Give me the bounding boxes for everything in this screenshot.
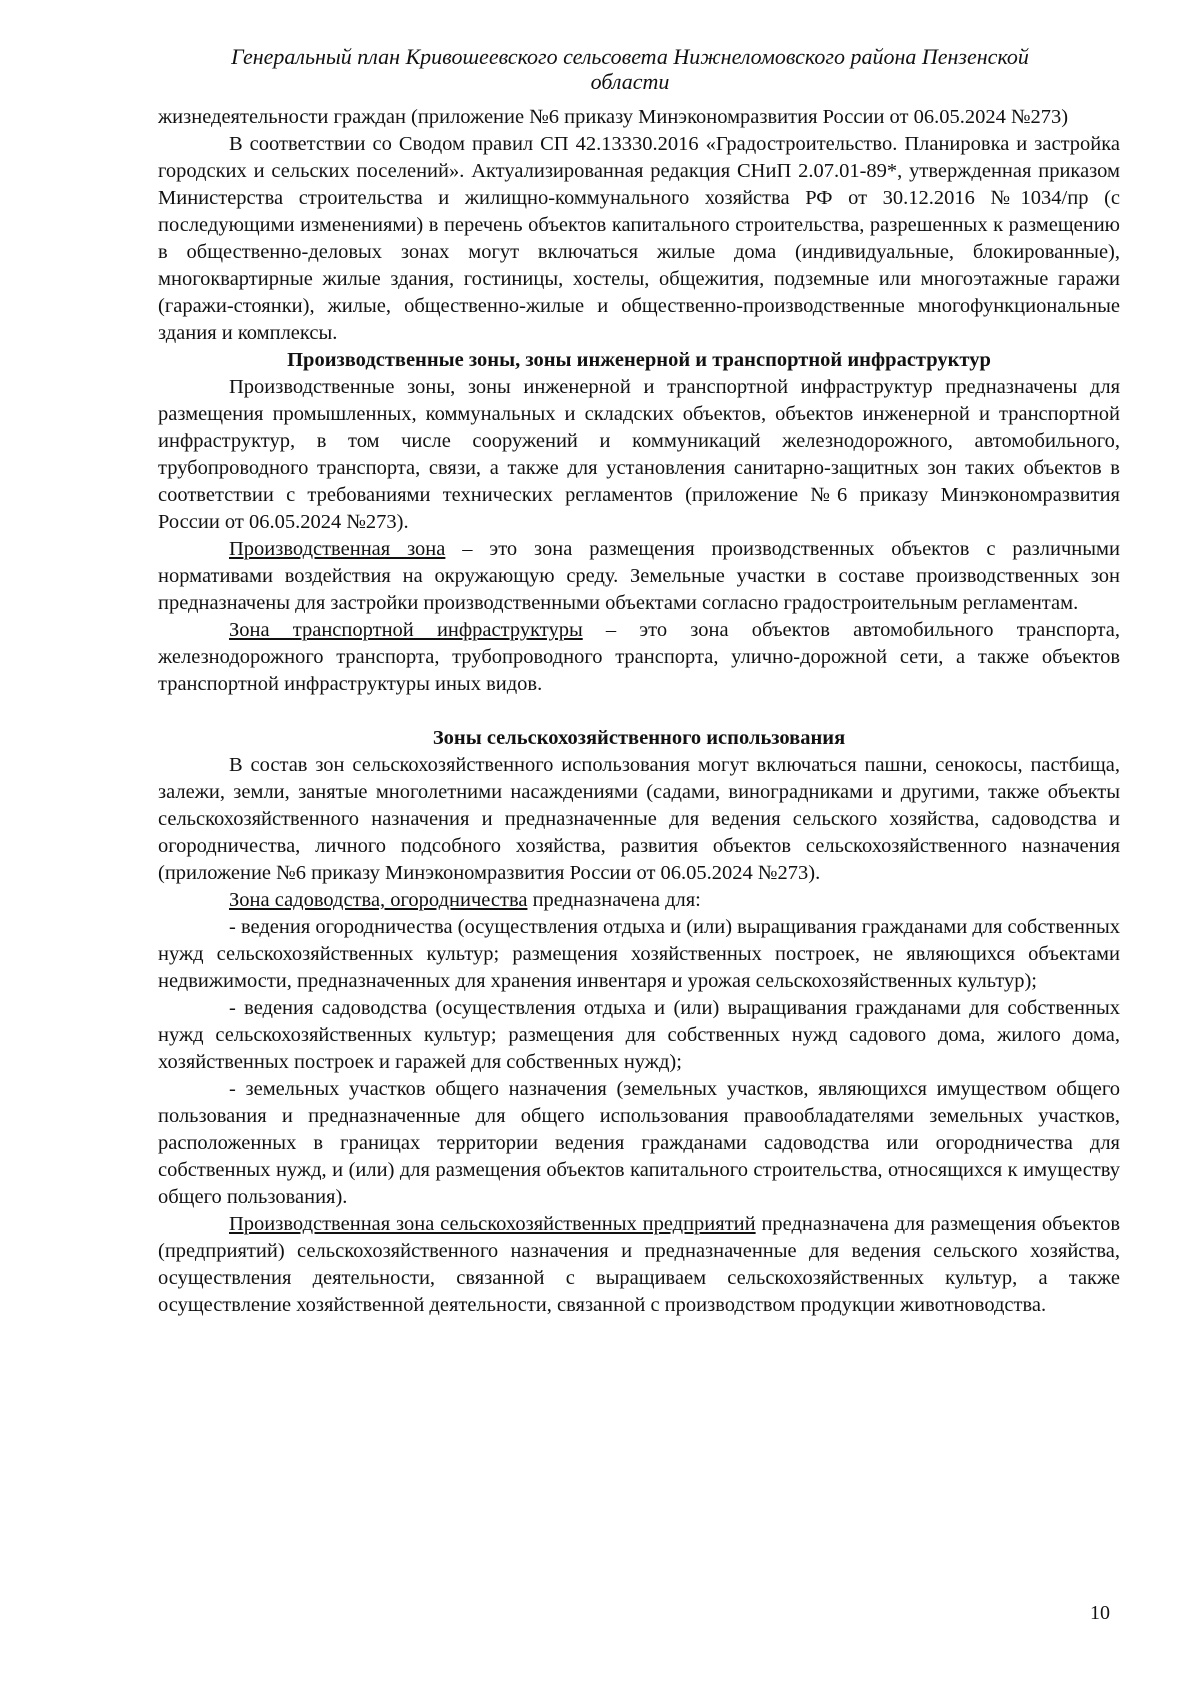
header-title-line2: области xyxy=(590,69,670,94)
paragraph-production-zone xyxy=(158,536,1120,617)
section-heading-agricultural-zones: Зоны сельскохозяйственного использования xyxy=(432,727,846,749)
definition-transport-zone: – это зона объектов автомобильного транспорта, железнодорожного транспорта, трубопроводного транспорта, улично-дорожной сети, а также объектов транспортной инфраструктуры иных видов. xyxy=(158,619,1120,695)
document-header xyxy=(150,44,1110,94)
list-item-horticulture: - ведения садоводства (осуществления отдыха и (или) выращивания гражданами для собственных нужд сельскохозяйственных культур; размещения для собственных нужд садового дома, жилого дома, хозяйственных построек и гаражей для собственных нужд); xyxy=(158,997,1120,1073)
paragraph-agri-enterprise-zone xyxy=(158,1211,1120,1319)
paragraph-transport-zone xyxy=(158,617,1120,698)
list-item-common-land: - земельных участков общего назначения (земельных участков, являющихся имуществом общего пользования и предназначенные для общего использования правообладателями земельных участков, расположенных в границах территории ведения гражданами садоводства или огородничества для собственных нужд, и (или) для размещения объектов капитального строительства, относящихся к имуществу общего пользования). xyxy=(158,1078,1120,1208)
definition-garden-zone: предназначена для: xyxy=(527,889,701,911)
paragraph-continuation: жизнедеятельности граждан (приложение №6 приказу Минэкономразвития России от 06.05.2024 №273) xyxy=(158,106,1069,128)
section-heading-industrial-zones: Производственные зоны, зоны инженерной и транспортной инфраструктур xyxy=(287,349,991,371)
term-transport-zone: Зона транспортной инфраструктуры xyxy=(229,619,583,641)
paragraph-industrial-zones: Производственные зоны, зоны инженерной и транспортной инфраструктур предназначены для размещения промышленных, коммунальных и складских объектов, объектов инженерной и транспортной инфраструктур, в том числе сооружений и коммуникаций железнодорожного, автомобильного, трубопроводного транспорта, связи, а также для установления санитарно-защитных зон таких объектов в соответствии с требованиями технических регламентов (приложение №6 приказу Минэкономразвития России от 06.05.2024 №273). xyxy=(158,376,1120,533)
paragraph-sp-reference: В соответствии со Сводом правил СП 42.13330.2016 «Градостроительство. Планировка и застройка городских и сельских поселений». Актуализированная редакция СНиП 2.07.01-89*, утвержденная приказом Министерства строительства и жилищно-коммунального хозяйства РФ от 30.12.2016 №1034/пр (с последующими изменениями) в перечень объектов капитального строительства, разрешенных к размещению в общественно-деловых зонах могут включаться жилые дома (индивидуальные, блокированные), многоквартирные жилые здания, гостиницы, хостелы, общежития, подземные или многоэтажные гаражи (гаражи-стоянки), жилые, общественно-жилые и общественно-производственные многофункциональные здания и комплексы. xyxy=(158,133,1120,344)
document-body xyxy=(158,104,1120,1319)
list-item-gardening: - ведения огородничества (осуществления отдыха и (или) выращивания гражданами для собственных нужд сельскохозяйственных культур; размещения хозяйственных построек, не являющихся объектами недвижимости, предназначенных для хранения инвентаря и урожая сельскохозяйственных культур); xyxy=(158,916,1120,992)
page-number: 10 xyxy=(1090,1602,1110,1624)
term-garden-zone: Зона садоводства, огородничества xyxy=(229,889,528,911)
paragraph-agricultural-zones: В состав зон сельскохозяйственного использования могут включаться пашни, сенокосы, пастбища, залежи, земли, занятые многолетними насаждениями (садами, виноградниками и другими, также объекты сельскохозяйственного назначения и предназначенные для ведения сельского хозяйства, садоводства и огородничества, личного подсобного хозяйства, развития объектов сельскохозяйственного назначения (приложение №6 приказу Минэкономразвития России от 06.05.2024 №273). xyxy=(158,754,1120,884)
paragraph-garden-zone xyxy=(158,887,1120,914)
term-agri-enterprise-zone: Производственная зона сельскохозяйственных предприятий xyxy=(229,1213,756,1235)
definition-production-zone: – это зона размещения производственных объектов с различными нормативами воздействия на окружающую среду. Земельные участки в составе производственных зон предназначены для застройки производственными объектами согласно градостроительным регламентам. xyxy=(158,538,1120,614)
term-production-zone: Производственная зона xyxy=(229,538,446,560)
definition-agri-enterprise-zone: предназначена для размещения объектов (предприятий) сельскохозяйственного назначения и предназначенные для ведения сельского хозяйства, осуществления деятельности, связанной с выращиваем сельскохозяйственных культур, а также осуществление хозяйственной деятельности, связанной с производством продукции животноводства. xyxy=(158,1213,1121,1316)
header-title-line1: Генеральный план Кривошеевского сельсовета Нижнеломовского района Пензенской xyxy=(231,44,1029,69)
